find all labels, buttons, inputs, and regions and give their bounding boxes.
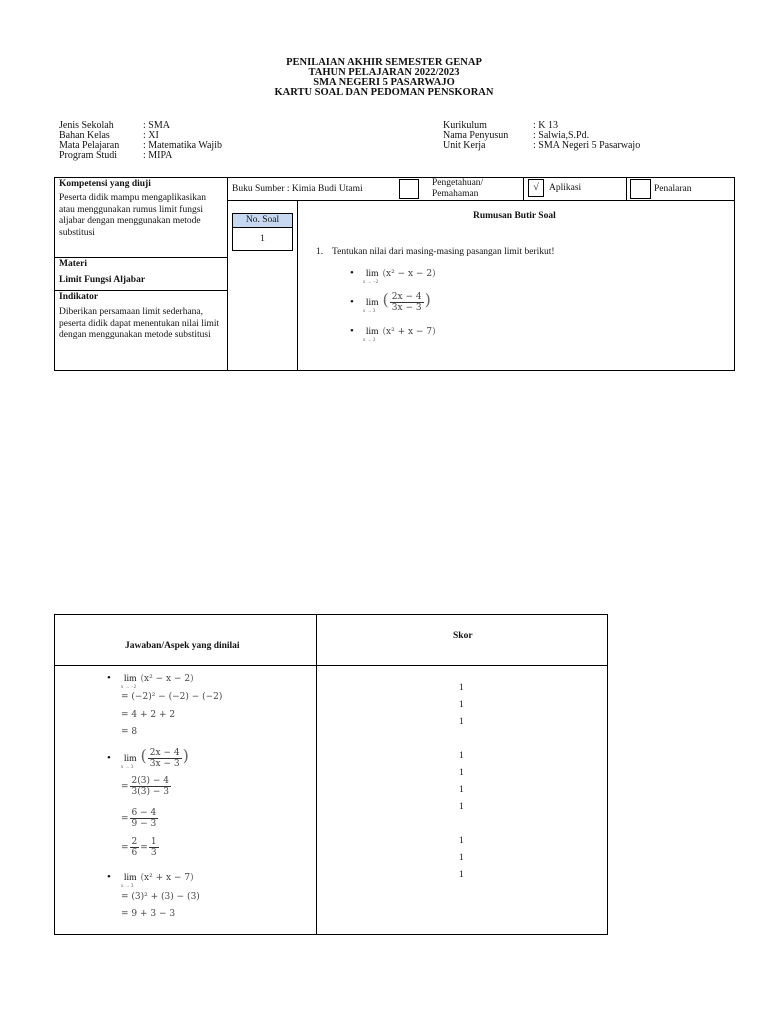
question-text: Tentukan nilai dari masing-masing pasangan limit berikut! — [332, 247, 555, 257]
info-label: Unit Kerja — [443, 140, 486, 151]
answer-column-header: Jawaban/Aspek yang dinilai — [125, 641, 240, 651]
question-item-3 — [350, 321, 436, 343]
answer-step: = (3)² + (3) − (3) — [121, 892, 200, 902]
answer-item-1 — [107, 668, 194, 690]
document-title — [0, 58, 768, 98]
lim-operator: lim x → −2 — [120, 674, 137, 690]
lim-subscript: x → 3 — [120, 765, 134, 770]
score-value: 1 — [459, 870, 464, 880]
answer-step: = $\frac{6 - 4}{9 - 3}$ — [121, 808, 157, 829]
info-label: Bahan Kelas — [59, 130, 110, 141]
answer-step: = 8 — [121, 727, 138, 737]
lim-expression: (x² − x − 2) — [140, 674, 194, 684]
level-penalaran-checkbox[interactable] — [630, 179, 651, 199]
info-label: Jenis Sekolah — [59, 120, 114, 131]
bullet-icon: • — [107, 752, 111, 764]
answer-step: = $\frac{2(3) - 4}{3(3) - 3}$ — [121, 776, 170, 797]
no-soal-header: No. Soal — [232, 213, 293, 228]
lim-expression: ( $\frac{2x - 4}{3x - 3}$ ) — [382, 290, 431, 313]
card-divider — [54, 257, 228, 258]
score-value: 1 — [459, 802, 464, 812]
lim-subscript: x → −2 — [362, 280, 379, 285]
info-left — [59, 121, 222, 161]
score-column-header: Skor — [453, 631, 473, 641]
score-value: 1 — [459, 683, 464, 693]
level-aplikasi-checkbox[interactable]: √ — [528, 179, 544, 197]
info-value: : MIPA — [143, 150, 173, 161]
answer-step: = $\frac{2}{6}$ = $\frac{1}{3}$ — [121, 837, 157, 858]
info-label: Mata Pelajaran — [59, 140, 120, 151]
bullet-icon: • — [107, 871, 111, 883]
lim-operator: lim x → 3 — [120, 754, 137, 770]
info-row — [443, 141, 640, 151]
rumusan-title: Rumusan Butir Soal — [473, 211, 556, 221]
score-value: 1 — [459, 700, 464, 710]
score-value: 1 — [459, 751, 464, 761]
score-value: 1 — [459, 836, 464, 846]
score-value: 1 — [459, 853, 464, 863]
buku-sumber: Buku Sumber : Kimia Budi Utami — [232, 184, 363, 194]
info-label: Kurikulum — [443, 120, 487, 131]
card-divider — [54, 290, 228, 291]
card-divider — [228, 200, 735, 201]
lim-subscript: x → 3 — [362, 309, 376, 314]
answer-step: = 4 + 2 + 2 — [121, 710, 176, 720]
bullet-icon: • — [350, 296, 354, 308]
indikator-title: Indikator — [59, 292, 99, 302]
card-divider — [227, 177, 228, 371]
lim-subscript: x → 3 — [120, 884, 134, 889]
lim-operator: lim x → −2 — [362, 269, 379, 285]
answer-step: = 9 + 3 − 3 — [121, 909, 176, 919]
info-value: : Salwia,S.Pd. — [533, 130, 590, 141]
lim-operator: lim x → 3 — [362, 298, 379, 314]
lim-operator: lim x → 3 — [362, 327, 379, 343]
answer-item-3 — [107, 867, 194, 889]
title-line-3: SMA NEGERI 5 PASARWAJO — [313, 77, 455, 88]
lim-expression: (x² + x − 7) — [382, 327, 436, 337]
lim-expression: (x² + x − 7) — [140, 873, 194, 883]
no-soal-value: 1 — [232, 227, 293, 251]
info-label: Nama Penyusun — [443, 130, 509, 141]
table-divider — [316, 614, 317, 935]
info-value: : XI — [143, 130, 159, 141]
info-label: Program Studi — [59, 150, 118, 161]
score-value: 1 — [459, 768, 464, 778]
info-row — [59, 151, 222, 161]
info-value: : SMA — [143, 120, 170, 131]
score-value: 1 — [459, 785, 464, 795]
bullet-icon: • — [107, 672, 111, 684]
lim-operator: lim x → 3 — [120, 873, 137, 889]
question-number: 1. — [316, 247, 324, 257]
info-value: : Matematika Wajib — [143, 140, 222, 151]
info-value: : K 13 — [533, 120, 558, 131]
kompetensi-title: Kompetensi yang diuji — [59, 179, 151, 189]
indikator-text: Diberikan persamaan limit sederhana, peserta didik dapat menentukan nilai limit dengan menggunakan metode substitusi — [59, 307, 220, 340]
level-penalaran-label: Penalaran — [654, 184, 692, 194]
lim-expression: (x² − x − 2) — [382, 269, 436, 279]
info-value: : SMA Negeri 5 Pasarwajo — [533, 140, 641, 151]
level-pengetahuan-label: Pengetahuan/ Pemahaman — [432, 178, 484, 199]
title-line-4: KARTU SOAL DAN PEDOMAN PENSKORAN — [274, 87, 494, 98]
title-line-2: TAHUN PELAJARAN 2022/2023 — [308, 67, 460, 78]
bullet-icon: • — [350, 325, 354, 337]
level-pengetahuan-checkbox[interactable] — [399, 179, 419, 199]
card-divider — [626, 177, 627, 200]
materi-text: Limit Fungsi Aljabar — [59, 275, 146, 285]
info-right — [443, 121, 640, 151]
card-divider — [523, 177, 524, 200]
kompetensi-text: Peserta didik mampu mengaplikasikan atau menggunakan rumus limit fungsi aljabar dengan menggunakan metode substitusi — [59, 193, 206, 238]
lim-subscript: x → 3 — [362, 338, 376, 343]
level-aplikasi-label: Aplikasi — [549, 183, 582, 193]
question-item-1 — [350, 263, 436, 285]
title-line-1: PENILAIAN AKHIR SEMESTER GENAP — [286, 57, 482, 68]
answer-table — [54, 614, 608, 935]
answer-item-2 — [107, 746, 189, 769]
lim-expression: ( $\frac{2x - 4}{3x - 3}$ ) — [140, 746, 189, 769]
score-value: 1 — [459, 717, 464, 727]
answer-step: = (−2)² − (−2) − (−2) — [121, 692, 223, 702]
table-divider — [54, 665, 608, 666]
card-divider — [297, 200, 298, 371]
lim-subscript: x → −2 — [120, 685, 137, 690]
bullet-icon: • — [350, 267, 354, 279]
materi-title: Materi — [59, 259, 87, 269]
question-item-2 — [350, 290, 431, 313]
